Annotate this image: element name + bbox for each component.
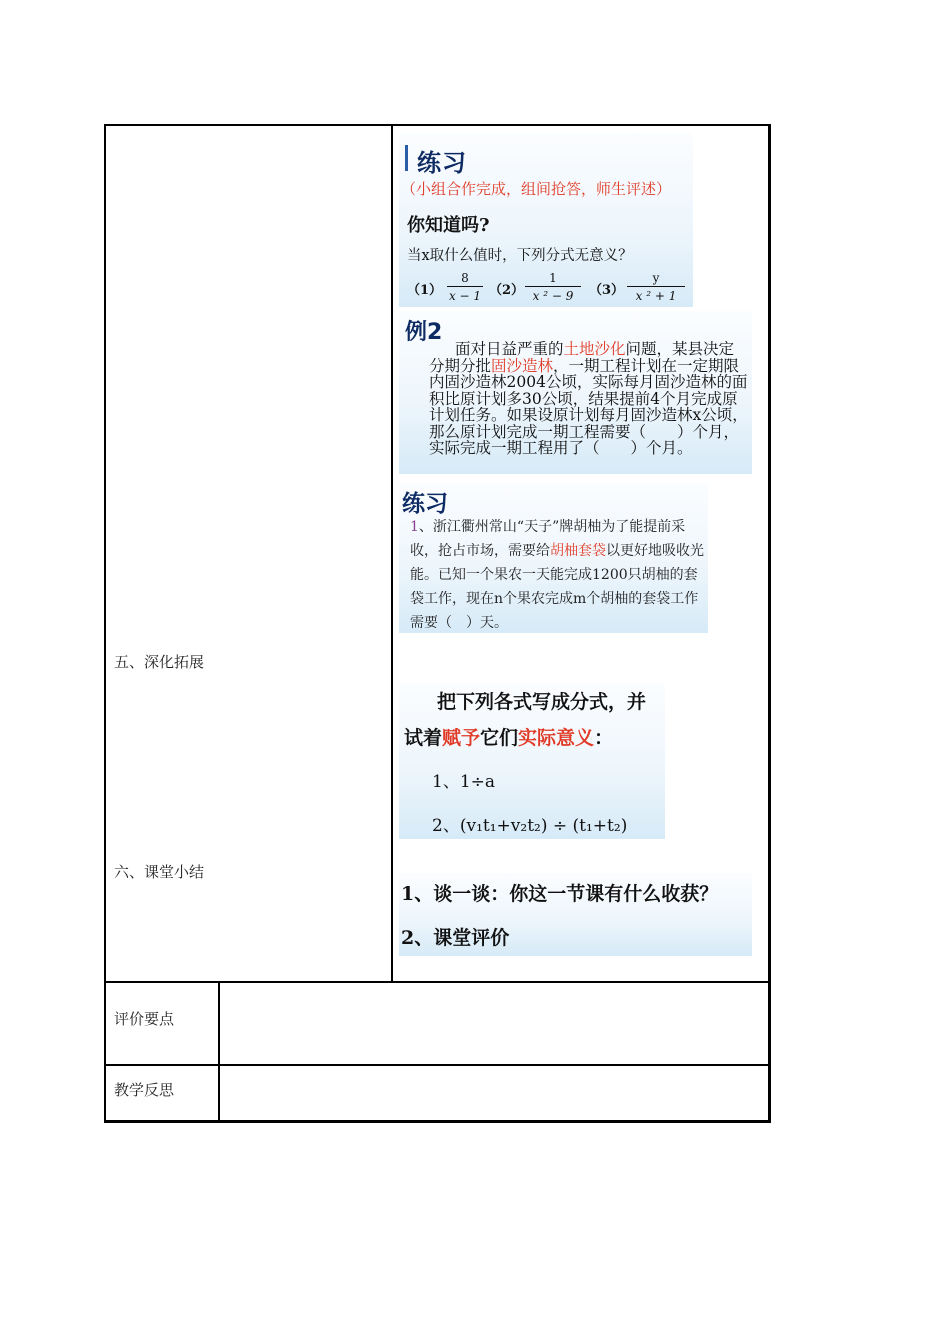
row-label-evaluation: 评价要点	[114, 1010, 175, 1028]
fraction-3-bar	[627, 286, 685, 287]
fraction-2-numerator: 1	[549, 271, 557, 285]
slide-example-2	[399, 311, 752, 474]
example-text-part-3: ，一期工程计划在一定期限内固沙造林2004公顷，实际每月固沙造林的面积比原计划多30公顷，结果提前4个月完成原计划任务。如果设原计划每月固沙造林x公顷，那么原计划完成一期工程需要（ ）个月，实际完成一期工程用了（ ）个月。	[429, 356, 748, 457]
table-col-divider-lower	[218, 981, 220, 1122]
row-label-summary: 六、课堂小结	[114, 863, 205, 881]
slide-title: 练习	[402, 491, 448, 517]
instruction-part-3: ：	[594, 727, 614, 749]
practice-text-part-1: 、浙江衢州常山“天子”牌胡柚为了能提前采收，抢占市场，需要给	[410, 519, 686, 559]
expression-1: 1、1÷a	[432, 772, 496, 792]
slide-practice-undefined-fractions	[399, 133, 693, 307]
fraction-2-denominator: x ² − 9	[532, 289, 574, 303]
instruction-part-1: 试着	[404, 727, 443, 749]
question-text: 当x取什么值时，下列分式无意义？	[407, 248, 633, 264]
practice-text	[410, 515, 706, 633]
table-col-divider-main	[391, 124, 393, 982]
highlight-practical-meaning: 实际意义	[518, 727, 595, 749]
instruction-part-2: 它们	[480, 727, 519, 749]
summary-line-1: 1、谈一谈：你这一节课有什么收获？	[401, 883, 719, 905]
table-border-bottom	[104, 1120, 771, 1123]
table-row-divider-2	[104, 1064, 771, 1066]
slide-practice-pomelo	[399, 483, 708, 633]
slide-subtitle: （小组合作完成，组间抢答，师生评述）	[401, 180, 672, 198]
slide-title: 例2	[405, 320, 443, 345]
highlight-afforestation: 固沙造林	[491, 356, 554, 375]
highlight-pomelo-bagging: 胡柚套袋	[550, 543, 606, 559]
fraction-1-bar	[447, 286, 483, 287]
highlight-desertification: 土地沙化	[563, 340, 626, 358]
table-row-divider-1	[104, 981, 771, 983]
example-text-part-2: 问题，某县决定分期分批	[429, 340, 735, 375]
fraction-3-numerator: y	[652, 271, 660, 285]
fraction-list	[407, 271, 693, 305]
title-accent-bar	[405, 145, 408, 171]
practice-text-part-2: 以更好地吸收光能。已知一个果农一天能完成1200只胡柚的套袋工作，现在n个果农完成m个胡柚的套袋工作需要（ ）天。	[410, 543, 704, 631]
fraction-1-denominator: x − 1	[448, 289, 482, 303]
fraction-3-denominator: x ² + 1	[635, 289, 677, 303]
example-text-part-1: 面对日益严重的	[455, 340, 564, 358]
fraction-3	[627, 271, 685, 303]
practice-number: 1	[410, 519, 419, 535]
fraction-label-1: （1）	[407, 283, 443, 298]
table-border-top	[104, 124, 771, 126]
instruction-line-2	[404, 723, 613, 750]
table-border-right	[768, 124, 771, 1123]
expression-2-formula: (v₁t₁+v₂t₂) ÷ (t₁+t₂)	[459, 816, 628, 836]
example-text	[429, 341, 749, 457]
row-label-reflection: 教学反思	[114, 1081, 175, 1099]
slide-summary	[399, 873, 752, 956]
expression-2-prefix: 2、	[432, 816, 460, 836]
slide-write-as-fraction	[399, 683, 665, 839]
table-border-left	[104, 124, 106, 1123]
expression-2	[432, 811, 627, 836]
fraction-1	[447, 271, 483, 303]
highlight-assign: 赋予	[442, 727, 481, 749]
summary-line-2: 2、课堂评价	[401, 927, 510, 949]
fraction-1-numerator: 8	[461, 271, 469, 285]
row-label-deepen: 五、深化拓展	[114, 653, 205, 671]
question-heading: 你知道吗?	[407, 215, 490, 236]
instruction-line-1: 把下列各式写成分式，并	[437, 691, 647, 713]
fraction-2-bar	[525, 286, 581, 287]
fraction-2	[525, 271, 581, 303]
fraction-label-3: （3）	[589, 283, 625, 298]
slide-title: 练习	[417, 149, 467, 177]
fraction-label-2: （2）	[489, 283, 525, 298]
